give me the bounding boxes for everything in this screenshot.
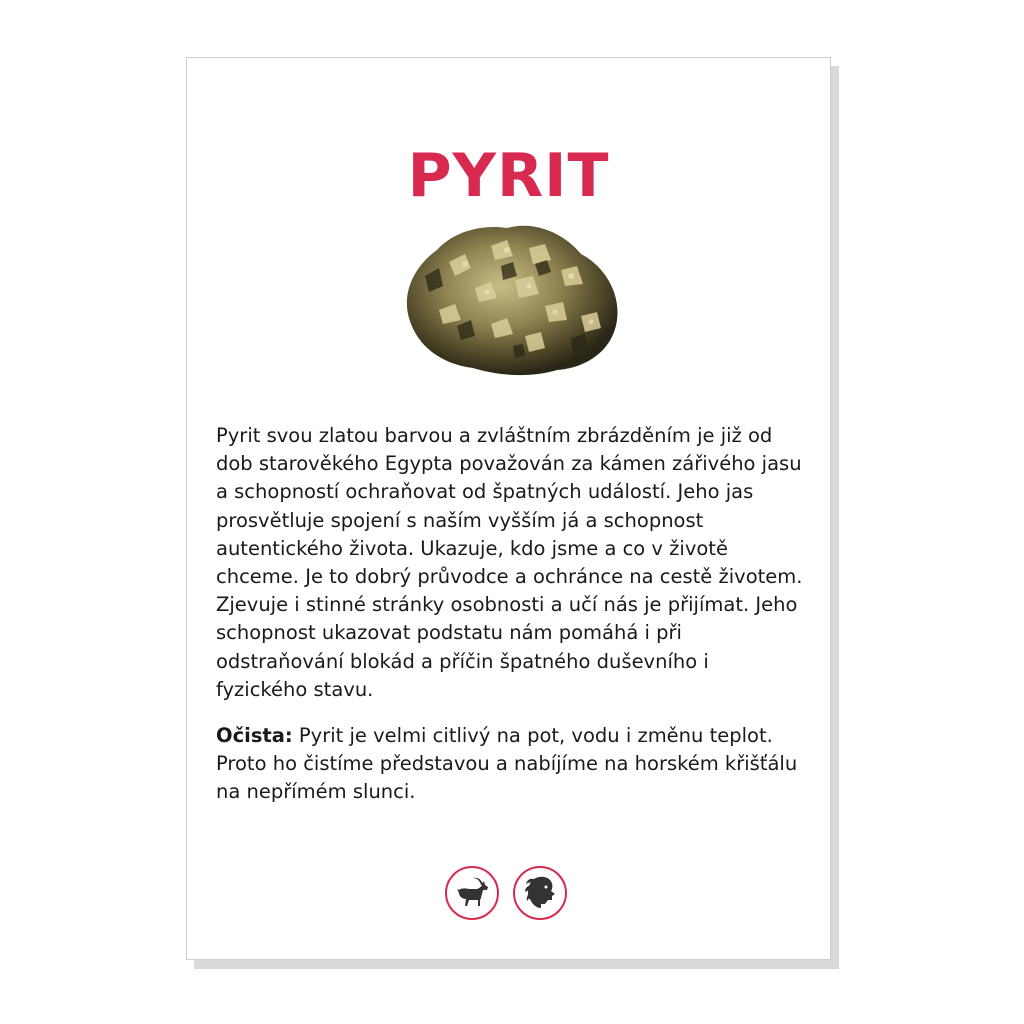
cleansing-label: Očista:: [216, 724, 293, 747]
pyrite-stone-image: [395, 206, 627, 380]
gemstone-card: [186, 57, 831, 960]
cleansing-text: Pyrit je velmi citlivý na pot, vodu i změnu teplot. Proto ho čistíme představou a nabíjíme na horském křišťálu na nepřímém slunci.: [216, 724, 798, 804]
stone-description: Pyrit svou zlatou barvou a zvláštním zbrázděním je již od dob starověkého Egypta považován za kámen zářivého jasu a schopností ochraňovat od špatných událostí. Jeho jas prosvětluje spojení s naším vyšším já a schopnost autentického života. Ukazuje, kdo jsme a co v životě chceme. Je to dobrý průvodce a ochránce na cestě životem. Zjevuje i stinné stránky osobnosti a učí nás je přijímat. Jeho schopnost ukazovat podstatu nám pomáhá i při odstraňování blokád a příčin špatného duševního i fyzického stavu.: [216, 424, 803, 701]
capricorn-ibex-icon: [445, 866, 499, 920]
zodiac-icons: [445, 866, 575, 924]
leo-lion-icon: [513, 866, 567, 920]
cleansing-paragraph: [216, 722, 806, 807]
card-title: PYRIT: [407, 141, 610, 211]
